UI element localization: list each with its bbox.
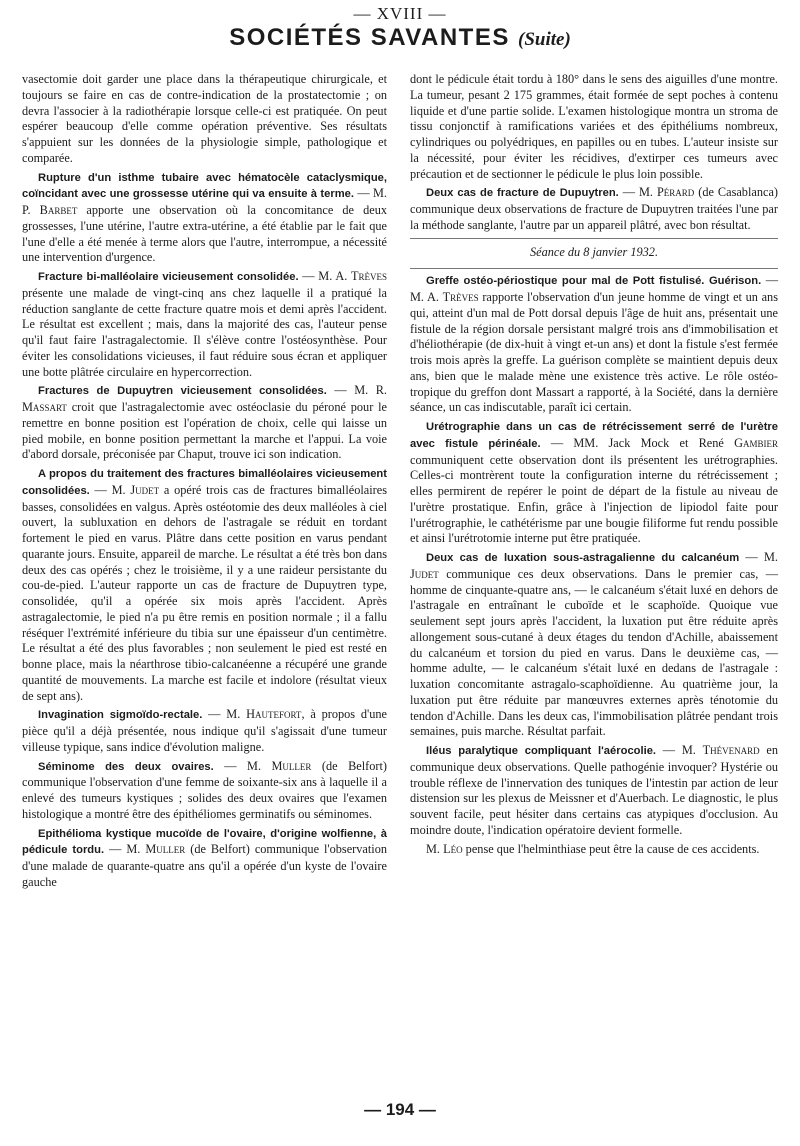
entry-author: Barbet: [39, 203, 78, 217]
entry-prefix: — M. R.: [326, 383, 387, 398]
entry-prefix: — M.: [104, 842, 146, 857]
entry-body: pense que l'helminthiase peut être la cause de ces accidents.: [462, 841, 760, 856]
title-text: SOCIÉTÉS SAVANTES: [229, 24, 510, 51]
entry-author: Muller: [145, 842, 186, 857]
entry-ileus-paralytique: [410, 743, 778, 839]
entry-epithelioma: [22, 826, 387, 891]
page-roman-numeral: — XVIII —: [353, 4, 447, 23]
entry-author: Muller: [271, 758, 312, 773]
entry-heading: Urétrographie dans un cas de rétrécissement serré de l'urètre avec fistule périnéale.: [410, 421, 778, 450]
entry-body: communiquent cette observation dont ils présentent les urétrographies. Celles-ci montrèrent toute la configuration interne du rétrécissement ; elles permirent de repérer le point de départ de la fistule au niveau de l'urètre prostatique. Enfin, grâce à l'injection de lipiodol faite pour l'urétrographie, le cathétérisme par une bougie filiforme fut rendu possible et ainsi l'urétrotomie interne put être pratiquée.: [410, 452, 778, 546]
entry-traitement-fractures: [22, 466, 387, 704]
entry-prefix: — M.: [202, 707, 247, 722]
entry-author: Pérard: [656, 185, 695, 200]
entry-dupuytren-casablanca: [410, 185, 778, 233]
entry-body: en communique deux observations. Quelle pathogénie invoquer? Hystérie ou trouble réflexe de l'innervation des tuniques de l'intestin par action de leur distension sur les plexus de Meissner et d'Auerbach. Le diagnostic, le plus souvent facile, peut hésiter dans certains cas atypiques d'occlusion. Au moindre doute, l'indication opératoire devient formelle.: [410, 743, 778, 837]
entry-seminome: [22, 759, 387, 823]
entry-prefix: — M. A.: [298, 269, 351, 283]
left-continuation-paragraph: vasectomie doit garder une place dans la thérapeutique chirurgicale, et toujours se faire en cas de contre-indication de la prostatectomie ; on devra l'associer à la radiothérapie lorsque celle-ci est pratiquée. On peut espérer beaucoup d'elle comme opération préventive. Ses résultats s'appuient sur les données de la physiologie simple, pathologique et comparée.: [22, 72, 387, 165]
page-number: — 194 —: [364, 1100, 436, 1119]
entry-body: communique ces deux observations. Dans le premier cas, — homme de cinquante-quatre ans, — le calcanéum s'était luxé en dehors de l'astragale en entraînant le cuboïde et le scaphoïde. Quoique vue seulement sept jours après l'accident, la luxation put être réduite après allongement sous-cutané à deux étages du tendon d'Achille, abaissement du calcanéum et torsion du pied en varus. Dans le deuxième cas, — homme adulte, — le calcanéum s'était luxé en dedans de l'astragale : luxation concomitante astragalo-scaphoïdienne. Au quatrième jour, la luxation put être réduite par manœuvres externes après ténotomie du tendon d'Achille. Dans les deux cas, l'immobilisation plâtrée pendant trois semaines, puis marche. Résultat parfait.: [410, 566, 778, 739]
section-divider: [410, 238, 778, 239]
entry-isthme-tubaire: [22, 170, 387, 267]
entry-uretrographie: [410, 419, 778, 547]
section-divider: [410, 268, 778, 269]
entry-body: (de Belfort) communique l'observation d'une femme de soixante-six ans à laquelle il a enlevé des tumeurs kystiques ; solides des deux ovaires que l'examen histologique a montré être des épithéliomes germinatifs ou séminomes.: [22, 758, 388, 821]
title-suite: (Suite): [518, 29, 571, 50]
entry-body: (de Casablanca) communique deux observations de fracture de Dupuytren traitées l'une par la méthode sanglante, l'autre par un appareil plâtré, avec bon résultat.: [410, 185, 778, 232]
entry-heading: Invagination sigmoïdo-rectale.: [38, 709, 203, 722]
entry-prefix: — M.: [656, 743, 703, 757]
entry-luxation-calcaneum: [410, 550, 778, 740]
right-continuation-paragraph: dont le pédicule était tordu à 180° dans le sens des aiguilles d'une montre. La tumeur, pesant 2 175 grammes, était formée de sept poches à contenu liquide et d'une partie solide. L'examen histologique montra un stroma de tissu conjonctif à ramifications variées et des épithéliums nombreux, cylindriques ou polyédriques, en papilles ou en tubes. L'auteur insiste sur la nécessité, pour éviter les récidives, d'extirper ces tumeurs avec précaution et de sectionner le pédicule le plus loin possible.: [410, 72, 778, 181]
entry-heading: Fracture bi-malléolaire vicieusement consolidée.: [38, 271, 299, 283]
entry-prefix: — MM. Jack Mock et René: [540, 435, 735, 450]
entry-heading: Séminome des deux ovaires.: [38, 760, 214, 773]
entry-body: apporte une observation où la concomitance de deux grossesses, l'une utérine, l'autre extra-utérine, a été établie par le fait que l'une d'elle a été menée à terme alors que l'autre, interrompue, a nécessité une intervention d'urgence.: [22, 203, 387, 265]
entry-author: Judet: [130, 482, 160, 497]
entry-prefix: — M.: [618, 185, 657, 200]
entry-author: Massart: [22, 400, 67, 414]
entry-author: Léo: [443, 841, 463, 856]
entry-body: rapporte l'observation d'un jeune homme de vingt et un ans qui, atteint d'un mal de Pott dorsal depuis l'âge de huit ans, présentait une fistule de la région dorsale persistant malgré trois ans d'immobilisation et d'héliothérapie (de dix-huit à vingt et-un ans) et dont la fistule s'est fermée trois mois après la greffe. La guérison complète se maintient depuis deux ans, bien que le malade mène une existence très active. Le rôle ostéo-tropique du greffon dont Massart a rapporté, à la Société, dans la dernière séance, un cas indiscutable, paraît ici certain.: [410, 290, 778, 415]
entry-heading: Deux cas de luxation sous-astragalienne du calcanéum: [426, 552, 740, 564]
entry-prefix: — M. P.: [22, 186, 387, 217]
entry-heading: A propos du traitement des fractures bimalléolaires vicieusement consolidées.: [22, 468, 387, 497]
entry-body: (de Belfort) communique l'observation d'une malade de quarante-quatre ans qu'il a opérée d'un kyste de l'ovaire gauche: [22, 842, 387, 889]
entry-prefix: M.: [426, 841, 444, 856]
entry-invagination: [22, 707, 387, 755]
entry-prefix: — M.: [89, 482, 131, 497]
page-title: [0, 24, 800, 52]
entry-body: , à propos d'une pièce qu'il a déjà présentée, nous indique qu'il s'agissait d'une tumeur villeuse typique, sans indice d'évolution maligne.: [22, 707, 387, 754]
entry-author: Trèves: [350, 269, 387, 283]
entry-heading: Iléus paralytique compliquant l'aérocolie.: [426, 745, 657, 757]
entry-heading: Rupture d'un isthme tubaire avec hématocèle cataclysmique, coïncidant avec une grossesse utérine qui va ensuite à terme.: [22, 171, 387, 201]
entry-fractures-dupuytren: [22, 383, 387, 463]
entry-helminthiase: [410, 842, 778, 858]
entry-prefix: — M. A.: [410, 273, 778, 304]
session-date: Séance du 8 janvier 1932.: [529, 244, 659, 259]
entry-author: Hautefort: [246, 707, 302, 722]
entry-heading: Deux cas de fracture de Dupuytren.: [426, 187, 619, 200]
entry-body: croit que l'astragalectomie avec ostéoclasie du péroné pour le remettre en bonne position est l'opération de choix, celle qui laisse un pied mobile, en bonne position permettant la marche et l'appui. La voie d'abord dorsale, préconisée par Chaput, trouve ici son indication.: [22, 400, 387, 462]
entry-author: Gambier: [734, 435, 778, 450]
left-column: [22, 72, 387, 894]
entry-prefix: — M.: [739, 550, 778, 564]
entry-body: a opéré trois cas de fractures bimalléolaires basses, consolidées en valgus. Après ostéotomie des deux malléoles à ciel ouvert, la subluxation en dehors de l'astragale se réduit en tordant fortement le pied en varus. Plâtre dans cette position en varus pendant quarante jours. Ensuite, appareil de marche. Le résultat a été très bon dans deux des cas opérés ; chez le troisième, il y a une raideur persistante du cou-de-pied. L'auteur rapporte un cas de fracture de Dupuytren type, consolidée, qu'il a opérée six mois après l'accident. Après astragalectomie, le pied n'a pu être remis en position normale ; il a fallu réséquer l'extrémité inférieure du tibia sur une épaisseur d'un centimètre. Le résultat a été des plus favorables ; non seulement le pied est resté en bonne place, mais la néarthrose tibio-calcanéenne a récupéré une grande quantité de mouvements. La marche est facile et indolore (résultat vieux de sept ans).: [22, 482, 388, 703]
entry-author: Judet: [410, 566, 439, 581]
entry-prefix: — M.: [213, 758, 272, 773]
entry-fracture-bimalleolaire: [22, 269, 387, 380]
entry-author: Thévenard: [702, 743, 760, 757]
entry-author: Trèves: [442, 290, 479, 304]
entry-heading: Greffe ostéo-périostique pour mal de Pott fistulisé. Guérison.: [426, 275, 762, 288]
entry-greffe-osteo-periostique: [410, 273, 778, 416]
entry-body: présente une malade de vingt-cinq ans chez laquelle il a pratiqué la réduction sanglante de cette fracture quatre mois et demi après l'accident. Le résultat est excellent ; mais, dans la majorité des cas, l'auteur pense qu'il faut faire l'astragalectomie. Il s'élève contre l'ostéosynthèse. Pour éviter les consolidations vicieuses, il faut réduire sous écran et appliquer une botte plâtrée circulaire en hypercorrection.: [22, 285, 387, 379]
entry-heading: Fractures de Dupuytren vicieusement consolidées.: [38, 385, 327, 398]
right-column: [410, 72, 778, 860]
entry-heading: Epithélioma kystique mucoïde de l'ovaire, d'origine wolfienne, à pédicule tordu.: [22, 827, 387, 857]
